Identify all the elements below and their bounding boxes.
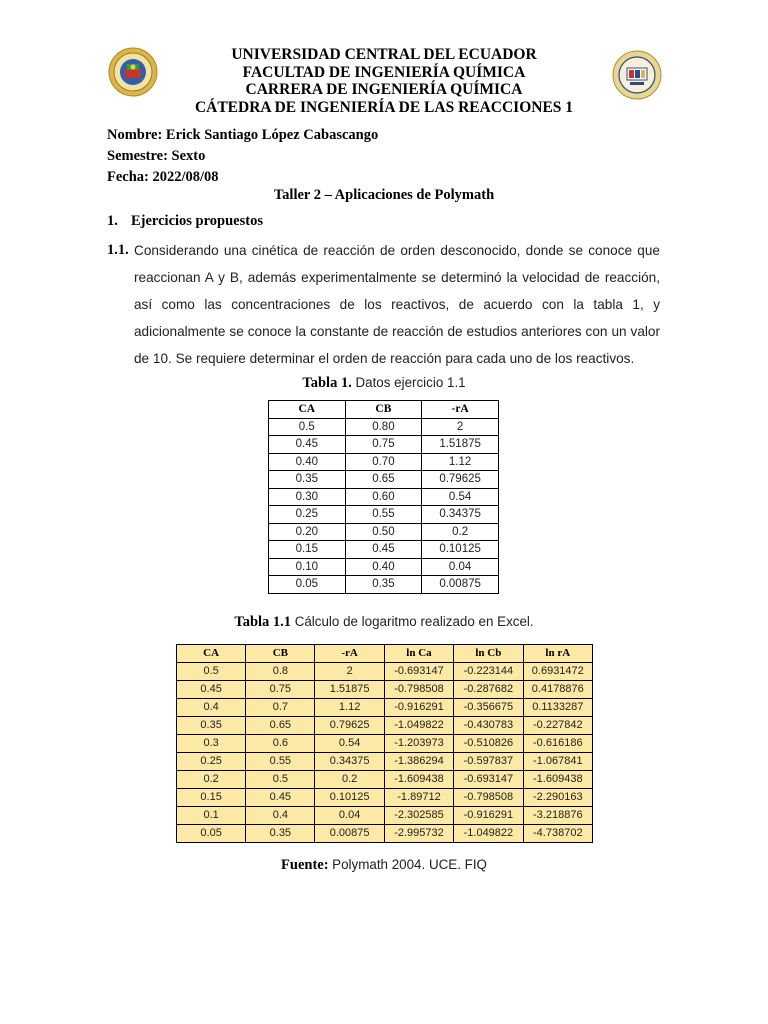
table-cell: -1.609438 <box>523 771 592 789</box>
table-row <box>177 825 593 843</box>
table-cell: 0.2 <box>315 771 384 789</box>
table-cell: 1.12 <box>315 699 384 717</box>
table-cell: 1.51875 <box>315 681 384 699</box>
table-row <box>269 506 499 524</box>
table-cell: -1.049822 <box>454 825 523 843</box>
table-row <box>177 807 593 825</box>
table-cell: 0.34375 <box>422 506 499 524</box>
table-header-cell: CB <box>345 401 422 419</box>
table-cell: -0.510826 <box>454 735 523 753</box>
table-cell: 0.45 <box>345 541 422 559</box>
table-cell: 0.79625 <box>315 717 384 735</box>
table-cell: 2 <box>315 663 384 681</box>
table-header-cell: CB <box>246 645 315 663</box>
table-cell: 0.1133287 <box>523 699 592 717</box>
student-info <box>107 125 378 188</box>
table-cell: 0.10 <box>269 558 346 576</box>
table-row <box>269 418 499 436</box>
table-row <box>269 558 499 576</box>
table-cell: 0.20 <box>269 523 346 541</box>
table-cell: 0.1 <box>177 807 246 825</box>
table-row <box>177 699 593 717</box>
table-cell: 0.04 <box>315 807 384 825</box>
faculty-name: FACULTAD DE INGENIERÍA QUÍMICA <box>242 63 526 81</box>
table-row <box>177 771 593 789</box>
table-row <box>177 681 593 699</box>
source-label: Fuente: <box>281 857 329 873</box>
table-cell: 0.40 <box>345 558 422 576</box>
table-cell: 0.50 <box>345 523 422 541</box>
table-cell: -0.916291 <box>454 807 523 825</box>
table-cell: -0.693147 <box>384 663 453 681</box>
table-cell: 0.4178876 <box>523 681 592 699</box>
table-cell: 0.2 <box>422 523 499 541</box>
table-cell: 2 <box>422 418 499 436</box>
table-row <box>269 523 499 541</box>
table-cell: 0.25 <box>177 753 246 771</box>
table-row <box>269 541 499 559</box>
table-header-row <box>269 401 499 419</box>
table-cell: -0.693147 <box>454 771 523 789</box>
table-row <box>177 663 593 681</box>
table-header-cell: -rA <box>422 401 499 419</box>
table-cell: -1.203973 <box>384 735 453 753</box>
exercise-text: Considerando una cinética de reacción de orden desconocido, donde se conoce que reaccionan A y B, además experimentalmente se determinó la velocidad de reacción, así como las concentraciones de los reactivos, de acuerdo con la tabla 1, y adicionalmente se conoce la constante de reacción de estudios anteriores con un valor de 10. Se requiere determinar el orden de reacción para cada uno de los reactivos. <box>134 243 660 366</box>
table-cell: 0.4 <box>177 699 246 717</box>
table-header-cell: ln rA <box>523 645 592 663</box>
table-cell: 0.45 <box>246 789 315 807</box>
table-header-cell: CA <box>269 401 346 419</box>
table-cell: 0.7 <box>246 699 315 717</box>
table-header-row <box>177 645 593 663</box>
table-cell: -3.218876 <box>523 807 592 825</box>
table-cell: 1.51875 <box>422 436 499 454</box>
assignment-title: Taller 2 – Aplicaciones de Polymath <box>273 187 495 203</box>
exercise-paragraph <box>107 237 660 372</box>
table-row <box>177 753 593 771</box>
table-cell: 0.00875 <box>315 825 384 843</box>
table-cell: 0.70 <box>345 453 422 471</box>
table-cell: 0.04 <box>422 558 499 576</box>
table-cell: 1.12 <box>422 453 499 471</box>
table-cell: -2.302585 <box>384 807 453 825</box>
table-cell: 0.55 <box>246 753 315 771</box>
table-cell: 0.25 <box>269 506 346 524</box>
table1-caption <box>0 375 768 392</box>
table-cell: -4.738702 <box>523 825 592 843</box>
exercise-number: 1.1. <box>107 242 129 258</box>
course-name: CÁTEDRA DE INGENIERÍA DE LAS REACCIONES 1 <box>194 98 574 116</box>
table1-caption-label: Tabla 1. <box>302 375 352 391</box>
table-cell: -0.356675 <box>454 699 523 717</box>
university-name: UNIVERSIDAD CENTRAL DEL ECUADOR <box>231 46 537 63</box>
section-heading <box>107 213 263 230</box>
table-cell: 0.5 <box>246 771 315 789</box>
table-cell: -0.430783 <box>454 717 523 735</box>
table-row <box>269 471 499 489</box>
table-cell: 0.65 <box>345 471 422 489</box>
table-cell: 0.2 <box>177 771 246 789</box>
table-cell: 0.35 <box>345 576 422 594</box>
table-row <box>269 576 499 594</box>
table-row <box>177 789 593 807</box>
table-row <box>177 717 593 735</box>
table-cell: -0.287682 <box>454 681 523 699</box>
date: Fecha: 2022/08/08 <box>107 169 219 185</box>
table-cell: 0.34375 <box>315 753 384 771</box>
table-cell: 0.45 <box>269 436 346 454</box>
table1-caption-text: Datos ejercicio 1.1 <box>355 375 466 390</box>
table-cell: -0.616186 <box>523 735 592 753</box>
table-cell: -0.798508 <box>384 681 453 699</box>
data-table-1 <box>268 400 499 594</box>
table-header-cell: ln Ca <box>384 645 453 663</box>
table2-caption-label: Tabla 1.1 <box>234 614 292 630</box>
table-cell: 0.5 <box>177 663 246 681</box>
table-row <box>269 436 499 454</box>
table-cell: 0.6931472 <box>523 663 592 681</box>
table-cell: -1.049822 <box>384 717 453 735</box>
table-cell: 0.3 <box>177 735 246 753</box>
table-cell: -1.609438 <box>384 771 453 789</box>
table-cell: 0.60 <box>345 488 422 506</box>
section-number: 1. <box>107 213 118 229</box>
table-cell: 0.54 <box>315 735 384 753</box>
table-cell: 0.75 <box>246 681 315 699</box>
table-cell: 0.80 <box>345 418 422 436</box>
table-cell: -1.067841 <box>523 753 592 771</box>
source-note <box>0 857 768 874</box>
table-cell: 0.55 <box>345 506 422 524</box>
table-cell: -0.227842 <box>523 717 592 735</box>
table-cell: -1.386294 <box>384 753 453 771</box>
table-cell: 0.35 <box>246 825 315 843</box>
table-header-cell: ln Cb <box>454 645 523 663</box>
table2-caption <box>0 614 768 631</box>
table-cell: 0.65 <box>246 717 315 735</box>
table-cell: 0.75 <box>345 436 422 454</box>
table-cell: -0.597837 <box>454 753 523 771</box>
document-header <box>0 46 768 116</box>
table-row <box>269 453 499 471</box>
table-header-cell: CA <box>177 645 246 663</box>
semester: Semestre: Sexto <box>107 148 206 164</box>
table-header-cell: -rA <box>315 645 384 663</box>
table-row <box>177 735 593 753</box>
table2-caption-text: Cálculo de logaritmo realizado en Excel. <box>294 614 534 629</box>
section-title: Ejercicios propuestos <box>131 213 263 229</box>
table-cell: 0.05 <box>177 825 246 843</box>
table-cell: 0.05 <box>269 576 346 594</box>
table-cell: -0.223144 <box>454 663 523 681</box>
table-cell: 0.35 <box>269 471 346 489</box>
table-cell: 0.15 <box>269 541 346 559</box>
table-cell: 0.45 <box>177 681 246 699</box>
table-cell: 0.79625 <box>422 471 499 489</box>
table-cell: 0.54 <box>422 488 499 506</box>
student-name: Nombre: Erick Santiago López Cabascango <box>107 127 379 143</box>
log-table <box>176 644 593 843</box>
table-cell: 0.4 <box>246 807 315 825</box>
table-cell: 0.15 <box>177 789 246 807</box>
table-row <box>269 488 499 506</box>
table-cell: -2.290163 <box>523 789 592 807</box>
table-cell: -2.995732 <box>384 825 453 843</box>
table-cell: 0.8 <box>246 663 315 681</box>
table-cell: 0.6 <box>246 735 315 753</box>
table-cell: 0.10125 <box>422 541 499 559</box>
table-cell: -0.916291 <box>384 699 453 717</box>
career-name: CARRERA DE INGENIERÍA QUÍMICA <box>245 81 523 98</box>
table-cell: 0.00875 <box>422 576 499 594</box>
source-text: Polymath 2004. UCE. FIQ <box>332 857 487 872</box>
table-cell: -1.89712 <box>384 789 453 807</box>
table-cell: 0.30 <box>269 488 346 506</box>
table-cell: 0.35 <box>177 717 246 735</box>
table-cell: 0.40 <box>269 453 346 471</box>
table-cell: 0.5 <box>269 418 346 436</box>
table-cell: -0.798508 <box>454 789 523 807</box>
table-cell: 0.10125 <box>315 789 384 807</box>
